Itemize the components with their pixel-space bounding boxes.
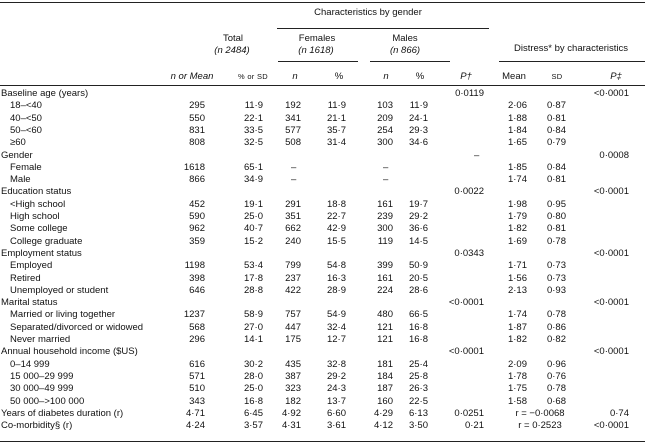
table-cell: 0·21 bbox=[464, 420, 484, 432]
table-cell: 0·0008 bbox=[599, 149, 629, 161]
table-cell: 0·95 bbox=[546, 198, 566, 210]
table-cell: 32·5 bbox=[243, 137, 263, 149]
table-cell: 571 bbox=[189, 370, 205, 382]
table-cell: 1·69 bbox=[507, 235, 527, 247]
table-cell: 161 bbox=[377, 272, 393, 284]
table-cell: 6·13 bbox=[408, 407, 428, 419]
table-cell: 0·80 bbox=[546, 211, 566, 222]
table-cell: 447 bbox=[285, 321, 301, 333]
table-cell: 351 bbox=[285, 211, 301, 222]
table-cell: 14·5 bbox=[408, 235, 428, 247]
table-cell: 1·84 bbox=[507, 124, 527, 136]
table-cell: 0·82 bbox=[546, 334, 566, 345]
table-cell: 22·5 bbox=[408, 395, 428, 407]
table-cell: 239 bbox=[377, 211, 393, 222]
col-p-distress: P‡ bbox=[610, 71, 622, 82]
table-cell: 0·84 bbox=[546, 161, 566, 173]
table-cell: – bbox=[383, 174, 389, 186]
table-cell: 53·4 bbox=[243, 260, 263, 272]
table-cell: 577 bbox=[285, 124, 301, 136]
row-label: Annual household income ($US) bbox=[1, 346, 138, 358]
table-cell: 121 bbox=[377, 321, 393, 333]
table-cell: 1·82 bbox=[507, 334, 527, 345]
header-bottom-rule bbox=[0, 85, 645, 86]
row-label: Co-morbidity§ (r) bbox=[1, 420, 73, 432]
table-cell: 341 bbox=[285, 112, 301, 124]
table-cell: 181 bbox=[377, 358, 393, 370]
table-cell: 24·1 bbox=[408, 112, 428, 124]
table-cell: 1·74 bbox=[507, 309, 527, 321]
table-cell: 2·13 bbox=[507, 284, 527, 296]
table-cell: 54·9 bbox=[326, 309, 346, 321]
table-cell: 17·8 bbox=[243, 272, 263, 284]
row-label: Unemployed or student bbox=[10, 284, 109, 296]
table-cell: 50·9 bbox=[408, 260, 428, 272]
table-cell: 343 bbox=[189, 395, 205, 407]
table-cell: 12·7 bbox=[326, 334, 346, 345]
row-label: 50 000–>100 000 bbox=[10, 395, 85, 407]
table-cell: 757 bbox=[285, 309, 301, 321]
table-cell: 550 bbox=[189, 112, 205, 124]
table-cell: 240 bbox=[285, 235, 301, 247]
table-cell: 28·8 bbox=[243, 284, 263, 296]
table-bottom-rule bbox=[0, 441, 645, 442]
row-label: College graduate bbox=[10, 235, 83, 247]
table-cell: 2·09 bbox=[507, 358, 527, 370]
table-cell: 1·56 bbox=[507, 272, 527, 284]
table-cell: 19·7 bbox=[408, 198, 428, 210]
table-cell: 0·96 bbox=[546, 358, 566, 370]
table-cell: 14·1 bbox=[243, 334, 263, 345]
row-label: Female bbox=[10, 161, 42, 173]
table-cell: 568 bbox=[189, 321, 205, 333]
table-cell: 3·61 bbox=[326, 420, 346, 432]
table-cell: 0·81 bbox=[546, 223, 566, 235]
table-cell: 1·65 bbox=[507, 137, 527, 149]
table-cell: 237 bbox=[285, 272, 301, 284]
table-cell: 435 bbox=[285, 358, 301, 370]
table-cell: 65·1 bbox=[243, 161, 263, 173]
table-cell: 184 bbox=[377, 370, 393, 382]
table-cell: 1198 bbox=[184, 260, 205, 272]
row-label: <High school bbox=[10, 198, 66, 210]
header-females: Females bbox=[298, 33, 336, 44]
table-cell: 616 bbox=[189, 358, 205, 370]
table-cell: 25·0 bbox=[243, 383, 263, 395]
table-cell: 187 bbox=[377, 383, 393, 395]
table-cell: 1·79 bbox=[507, 211, 527, 222]
table-cell: 31·4 bbox=[326, 137, 346, 149]
table-cell: 0·76 bbox=[546, 370, 566, 382]
row-label: Education status bbox=[1, 186, 72, 198]
row-label: High school bbox=[10, 211, 60, 222]
row-label: Married or living together bbox=[10, 309, 116, 321]
table-cell: 1·88 bbox=[507, 112, 527, 124]
distress-group-rule bbox=[499, 61, 645, 62]
table-cell: 1618 bbox=[183, 161, 205, 173]
table-cell: 962 bbox=[189, 223, 205, 235]
col-pct-females: % bbox=[334, 71, 344, 82]
table-cell: 66·5 bbox=[408, 309, 428, 321]
header-gender-group: Characteristics by gender bbox=[314, 7, 422, 18]
table-cell: 25·4 bbox=[408, 358, 428, 370]
table-cell: 36·6 bbox=[408, 223, 428, 235]
row-label: Retired bbox=[10, 272, 41, 284]
table-cell: 25·0 bbox=[243, 211, 263, 222]
table-cell: 42·9 bbox=[326, 223, 346, 235]
table-cell: <0·0001 bbox=[593, 297, 629, 309]
table-cell: 508 bbox=[285, 137, 301, 149]
table-cell: 121 bbox=[377, 334, 393, 345]
table-cell: 0·78 bbox=[546, 235, 566, 247]
table-cell: 119 bbox=[377, 235, 393, 247]
table-cell: 11·9 bbox=[409, 100, 428, 112]
males-rule bbox=[370, 61, 450, 62]
table-cell: 6·60 bbox=[326, 407, 346, 419]
row-label: Employment status bbox=[1, 247, 82, 259]
col-p-gender: P† bbox=[460, 71, 472, 82]
table-cell: 4·92 bbox=[281, 407, 301, 419]
table-cell: 27·0 bbox=[243, 321, 263, 333]
table-cell: 16·8 bbox=[243, 395, 263, 407]
row-label: Years of diabetes duration (r) bbox=[1, 407, 124, 419]
row-label: 40–<50 bbox=[10, 112, 42, 124]
table-cell: 19·1 bbox=[243, 198, 263, 210]
table-cell: 0·81 bbox=[546, 174, 566, 186]
table-cell: 295 bbox=[189, 100, 205, 112]
table-cell: 0·78 bbox=[546, 383, 566, 395]
females-rule bbox=[278, 61, 358, 62]
table-cell: 866 bbox=[189, 174, 205, 186]
row-label: Employed bbox=[10, 260, 53, 272]
table-cell: 1·71 bbox=[507, 260, 527, 272]
row-label: 50–<60 bbox=[10, 124, 42, 136]
table-cell: r = −0·0068 bbox=[515, 407, 565, 419]
table-cell: <0·0001 bbox=[593, 186, 629, 198]
table-cell: 40·7 bbox=[243, 223, 263, 235]
table-cell: – bbox=[474, 149, 480, 161]
table-cell: 11·9 bbox=[327, 100, 346, 112]
table-cell: 0·84 bbox=[546, 124, 566, 136]
table-cell: 29·3 bbox=[408, 124, 428, 136]
table-cell: 0·93 bbox=[546, 284, 566, 296]
table-cell: – bbox=[291, 174, 297, 186]
table-cell: 254 bbox=[377, 124, 393, 136]
row-label: Male bbox=[10, 174, 31, 186]
col-pct-males: % bbox=[415, 71, 425, 82]
table-cell: 4·12 bbox=[373, 420, 393, 432]
col-n-males: n bbox=[383, 71, 389, 82]
table-cell: 0·0343 bbox=[454, 247, 484, 259]
table-cell: 398 bbox=[189, 272, 205, 284]
header-males-n: (n 866) bbox=[389, 45, 421, 56]
table-cell: 808 bbox=[189, 137, 205, 149]
row-label: Gender bbox=[1, 149, 33, 161]
table-cell: 32·4 bbox=[326, 321, 346, 333]
row-label: ≥60 bbox=[10, 137, 26, 149]
table-cell: 323 bbox=[285, 383, 301, 395]
table-cell: 1·87 bbox=[507, 321, 527, 333]
table-cell: 0·78 bbox=[546, 309, 566, 321]
table-cell: 15·5 bbox=[326, 235, 346, 247]
row-label: 15 000–29 999 bbox=[10, 370, 74, 382]
table-cell: 16·8 bbox=[408, 321, 428, 333]
row-label: Baseline age (years) bbox=[1, 88, 89, 99]
table-cell: 28·0 bbox=[243, 370, 263, 382]
table-cell: 25·8 bbox=[408, 370, 428, 382]
table-cell: 510 bbox=[189, 383, 205, 395]
table-cell: – bbox=[291, 161, 297, 173]
table-cell: 387 bbox=[285, 370, 301, 382]
table-cell: 192 bbox=[285, 100, 301, 112]
table-cell: 359 bbox=[189, 235, 205, 247]
row-label: 18–<40 bbox=[10, 100, 42, 112]
table-cell: 0·79 bbox=[546, 137, 566, 149]
table-cell: 16·3 bbox=[326, 272, 346, 284]
table-cell: 103 bbox=[377, 100, 393, 112]
table-cell: 300 bbox=[377, 137, 393, 149]
table-cell: 28·9 bbox=[326, 284, 346, 296]
table-cell: 1·74 bbox=[507, 174, 527, 186]
table-cell: 32·8 bbox=[326, 358, 346, 370]
table-cell: 300 bbox=[377, 223, 393, 235]
table-cell: 0·0022 bbox=[454, 186, 484, 198]
table-cell: 35·7 bbox=[326, 124, 346, 136]
table-cell: 58·9 bbox=[243, 309, 263, 321]
row-label: Marital status bbox=[1, 297, 58, 309]
table-cell: 6·45 bbox=[243, 407, 263, 419]
table-cell: 13·7 bbox=[326, 395, 346, 407]
table-cell: 296 bbox=[189, 334, 205, 345]
table-cell: 3·50 bbox=[408, 420, 428, 432]
header-distress: Distress* by characteristics bbox=[513, 43, 629, 54]
table-cell: 11·9 bbox=[244, 100, 263, 112]
table-cell: 646 bbox=[189, 284, 205, 296]
table-cell: r = 0·2523 bbox=[518, 420, 562, 432]
table-cell: 3·57 bbox=[243, 420, 263, 432]
table-cell: 0·0119 bbox=[455, 88, 484, 99]
table-cell: 0·81 bbox=[546, 112, 566, 124]
table-cell: 4·71 bbox=[185, 407, 205, 419]
table-cell: 22·7 bbox=[326, 211, 346, 222]
table-cell: 0·86 bbox=[546, 321, 566, 333]
table-cell: 2·06 bbox=[507, 100, 527, 112]
table-cell: 24·3 bbox=[326, 383, 346, 395]
table-cell: 1·58 bbox=[507, 395, 527, 407]
table-cell: 29·2 bbox=[326, 370, 346, 382]
table-cell: 30·2 bbox=[243, 358, 263, 370]
table-cell: 4·31 bbox=[281, 420, 301, 432]
col-n-females: n bbox=[292, 71, 298, 82]
table-cell: 1·98 bbox=[507, 198, 527, 210]
table-cell: 662 bbox=[285, 223, 301, 235]
table-cell: 33·5 bbox=[243, 124, 263, 136]
table-cell: 590 bbox=[189, 211, 205, 222]
table-cell: <0·0001 bbox=[593, 247, 629, 259]
row-label: 0–14 999 bbox=[10, 358, 50, 370]
header-total: Total bbox=[222, 33, 244, 44]
row-label: 30 000–49 999 bbox=[10, 383, 74, 395]
table-cell: 1·82 bbox=[507, 223, 527, 235]
table-cell: <0·0001 bbox=[448, 346, 484, 358]
table-cell: 0·0251 bbox=[454, 407, 484, 419]
table-cell: 54·8 bbox=[326, 260, 346, 272]
gender-group-rule bbox=[277, 28, 489, 29]
table-cell: 28·6 bbox=[408, 284, 428, 296]
table-cell: 1·78 bbox=[507, 370, 527, 382]
table-cell: – bbox=[383, 161, 389, 173]
header-females-n: (n 1618) bbox=[298, 45, 334, 56]
table-cell: 209 bbox=[377, 112, 393, 124]
table-cell: 175 bbox=[285, 334, 301, 345]
table-cell: 15·2 bbox=[243, 235, 263, 247]
table-cell: 22·1 bbox=[243, 112, 263, 124]
table-cell: 480 bbox=[377, 309, 393, 321]
table-cell: 26·3 bbox=[408, 383, 428, 395]
col-mean: Mean bbox=[502, 71, 526, 82]
table-cell: 0·68 bbox=[546, 395, 566, 407]
table-cell: 21·1 bbox=[326, 112, 346, 124]
table-cell: 0·87 bbox=[546, 100, 566, 112]
table-cell: 831 bbox=[189, 124, 205, 136]
table-cell: <0·0001 bbox=[593, 420, 629, 432]
table-cell: 1·75 bbox=[507, 383, 527, 395]
table-cell: 160 bbox=[377, 395, 393, 407]
table-cell: 18·8 bbox=[326, 198, 346, 210]
table-cell: 0·74 bbox=[609, 407, 629, 419]
table-cell: 4·29 bbox=[373, 407, 393, 419]
col-sd: SD bbox=[551, 72, 563, 81]
table-cell: 34·9 bbox=[243, 174, 263, 186]
table-cell: 0·73 bbox=[546, 260, 566, 272]
table-cell: 182 bbox=[285, 395, 301, 407]
table-cell: 799 bbox=[285, 260, 301, 272]
table-cell: 0·73 bbox=[546, 272, 566, 284]
table-cell: 20·5 bbox=[408, 272, 428, 284]
table-cell: 1·85 bbox=[507, 161, 527, 173]
row-label: Some college bbox=[10, 223, 68, 235]
table-cell: 399 bbox=[377, 260, 393, 272]
table-cell: 4·24 bbox=[185, 420, 205, 432]
table-cell: 422 bbox=[285, 284, 301, 296]
table-cell: 16·8 bbox=[408, 334, 428, 345]
header-total-n: (n 2484) bbox=[214, 45, 250, 56]
table-cell: 1237 bbox=[183, 309, 205, 321]
table-cell: 29·2 bbox=[408, 211, 428, 222]
table-cell: <0·0001 bbox=[593, 346, 629, 358]
table-cell: 34·6 bbox=[408, 137, 428, 149]
table-cell: 161 bbox=[377, 198, 393, 210]
table-cell: 452 bbox=[189, 198, 205, 210]
row-label: Separated/divorced or widowed bbox=[10, 321, 144, 333]
table-cell: <0·0001 bbox=[593, 88, 629, 99]
header-males: Males bbox=[392, 33, 418, 44]
table-cell: 291 bbox=[285, 198, 301, 210]
table-cell: 224 bbox=[377, 284, 393, 296]
top-rule bbox=[0, 2, 645, 3]
col-n-or-mean: n or Mean bbox=[170, 71, 214, 82]
table-cell: <0·0001 bbox=[448, 297, 484, 309]
col-pct-or-sd: % or SD bbox=[237, 72, 269, 81]
row-label: Never married bbox=[10, 334, 71, 345]
